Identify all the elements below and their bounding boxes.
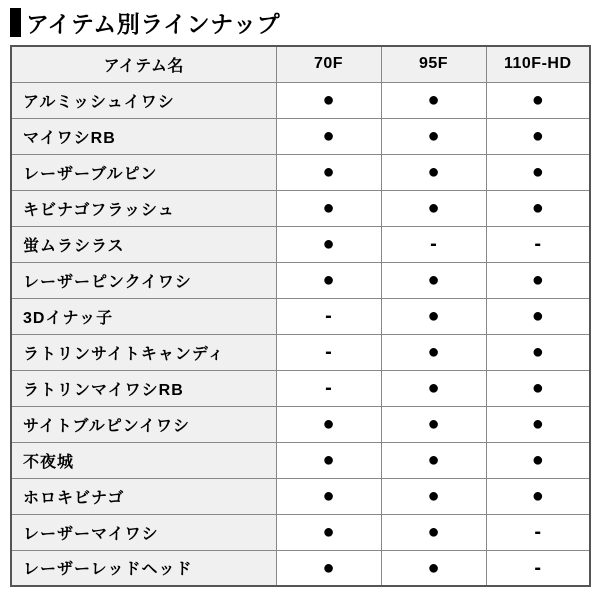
- availability-cell: ●: [486, 478, 590, 514]
- availability-cell: ●: [381, 406, 486, 442]
- item-name-cell: ラトリンマイワシRB: [11, 370, 276, 406]
- availability-cell: ●: [381, 478, 486, 514]
- column-header-item-name: アイテム名: [11, 46, 276, 82]
- availability-cell: ●: [276, 82, 381, 118]
- page-title: アイテム別ラインナップ: [26, 10, 281, 37]
- table-row: [11, 298, 590, 334]
- table-row: [11, 406, 590, 442]
- availability-cell: ●: [381, 262, 486, 298]
- availability-cell: ●: [381, 298, 486, 334]
- item-name-cell: キビナゴフラッシュ: [11, 190, 276, 226]
- availability-cell: -: [381, 226, 486, 262]
- page-title-row: [10, 6, 280, 38]
- availability-cell: ●: [381, 154, 486, 190]
- availability-cell: ●: [381, 334, 486, 370]
- table-row: [11, 550, 590, 586]
- item-name-cell: ホロキビナゴ: [11, 478, 276, 514]
- availability-cell: -: [486, 514, 590, 550]
- item-name-cell: 3Dイナッ子: [11, 298, 276, 334]
- availability-cell: ●: [486, 334, 590, 370]
- header-row: [11, 46, 590, 82]
- table-row: [11, 190, 590, 226]
- column-header-70f: 70F: [276, 46, 381, 82]
- availability-cell: ●: [381, 514, 486, 550]
- availability-cell: ●: [486, 370, 590, 406]
- availability-cell: ●: [381, 82, 486, 118]
- availability-cell: -: [276, 298, 381, 334]
- availability-cell: ●: [276, 154, 381, 190]
- availability-cell: ●: [486, 154, 590, 190]
- item-name-cell: レーザーマイワシ: [11, 514, 276, 550]
- table-row: [11, 154, 590, 190]
- table-row: [11, 478, 590, 514]
- item-name-cell: 蛍ムラシラス: [11, 226, 276, 262]
- availability-cell: ●: [381, 370, 486, 406]
- item-lineup-table: [10, 45, 591, 587]
- availability-cell: ●: [486, 82, 590, 118]
- column-header-110f-hd: 110F-HD: [486, 46, 590, 82]
- availability-cell: -: [276, 370, 381, 406]
- availability-cell: ●: [381, 118, 486, 154]
- availability-cell: ●: [486, 406, 590, 442]
- availability-cell: ●: [381, 190, 486, 226]
- availability-cell: ●: [276, 406, 381, 442]
- availability-cell: ●: [276, 550, 381, 586]
- availability-cell: ●: [276, 190, 381, 226]
- item-name-cell: ラトリンサイトキャンディ: [11, 334, 276, 370]
- availability-cell: ●: [381, 550, 486, 586]
- table-row: [11, 118, 590, 154]
- availability-cell: ●: [276, 478, 381, 514]
- availability-cell: ●: [486, 442, 590, 478]
- item-name-cell: レーザーピンクイワシ: [11, 262, 276, 298]
- availability-cell: ●: [486, 262, 590, 298]
- item-name-cell: レーザーレッドヘッド: [11, 550, 276, 586]
- availability-cell: ●: [486, 298, 590, 334]
- availability-cell: ●: [276, 118, 381, 154]
- table-row: [11, 82, 590, 118]
- item-name-cell: アルミッシュイワシ: [11, 82, 276, 118]
- availability-cell: ●: [486, 118, 590, 154]
- availability-cell: ●: [276, 226, 381, 262]
- availability-cell: -: [486, 550, 590, 586]
- column-header-95f: 95F: [381, 46, 486, 82]
- table-row: [11, 370, 590, 406]
- availability-cell: ●: [276, 514, 381, 550]
- item-name-cell: サイトブルピンイワシ: [11, 406, 276, 442]
- title-marker-bar: [10, 8, 21, 37]
- table-row: [11, 442, 590, 478]
- table-row: [11, 226, 590, 262]
- item-name-cell: 不夜城: [11, 442, 276, 478]
- table-row: [11, 262, 590, 298]
- item-name-cell: マイワシRB: [11, 118, 276, 154]
- availability-cell: ●: [381, 442, 486, 478]
- availability-cell: ●: [486, 190, 590, 226]
- availability-cell: -: [486, 226, 590, 262]
- availability-cell: -: [276, 334, 381, 370]
- item-name-cell: レーザーブルピン: [11, 154, 276, 190]
- availability-cell: ●: [276, 262, 381, 298]
- table-row: [11, 514, 590, 550]
- table-row: [11, 334, 590, 370]
- availability-cell: ●: [276, 442, 381, 478]
